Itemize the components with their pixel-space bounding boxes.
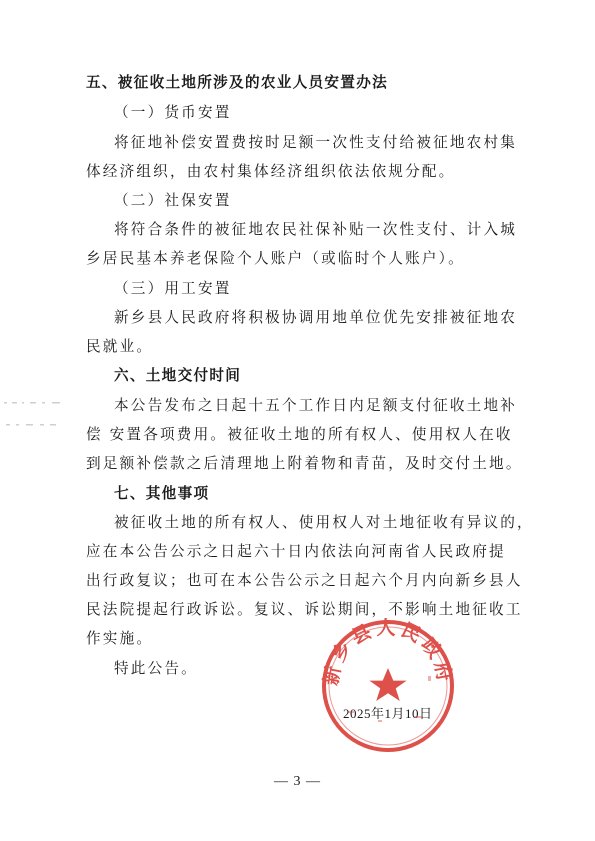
subheading-employment: （三）用工安置 <box>114 280 232 297</box>
paragraph-line: 将符合条件的被征地农民社保补贴一次性支付、计入城 <box>114 221 518 238</box>
paragraph-line: 本公告发布之日起十五个工作日内足额支付征收土地补 <box>114 397 518 414</box>
subheading-social-security: （二）社保安置 <box>114 192 232 209</box>
paragraph-line: 体经济组织，由农村集体经济组织依法依规分配。 <box>86 163 456 180</box>
section-seven-heading: 七、其他事项 <box>114 485 210 502</box>
paragraph-line: 将征地补偿安置费按时足额一次性支付给被征地农村集 <box>114 134 518 151</box>
issue-date: 2025年1月10日 <box>343 706 433 721</box>
seal-text: 新乡县人民政府 <box>320 617 456 687</box>
paragraph-line: 乡居民基本养老保险个人账户（或临时个人账户）。 <box>86 250 465 267</box>
paragraph-line: 应在本公告公示之日起六十日内依法向河南省人民政府提 <box>86 543 506 560</box>
scan-artifact <box>0 396 70 432</box>
paragraph-line: 民法院提起行政诉讼。复议、诉讼期间，不影响土地征收工 <box>86 601 523 618</box>
section-five-heading: 五、被征收土地所涉及的农业人员安置办法 <box>86 74 388 91</box>
paragraph-line: 民就业。 <box>86 338 154 355</box>
paragraph-line: 到足额补偿款之后清理地上附着物和青苗，及时交付土地。 <box>86 455 523 472</box>
official-seal <box>318 616 458 756</box>
subheading-monetary: （一）货币安置 <box>114 104 232 121</box>
paragraph-line: 偿 安置各项费用。被征收土地的所有权人、使用权人在收 <box>86 426 513 443</box>
paragraph-line: 作实施。 <box>86 630 154 647</box>
paragraph-line: 被征收土地的所有权人、使用权人对土地征收有异议的， <box>114 514 534 531</box>
closing-line: 特此公告。 <box>114 660 198 677</box>
paragraph-line: 新乡县人民政府将积极协调用地单位优先安排被征地农 <box>114 309 518 326</box>
page-number: — 3 — <box>274 774 321 789</box>
section-six-heading: 六、土地交付时间 <box>114 367 242 384</box>
paragraph-line: 出行政复议；也可在本公告公示之日起六个月内向新乡县人 <box>86 572 523 589</box>
